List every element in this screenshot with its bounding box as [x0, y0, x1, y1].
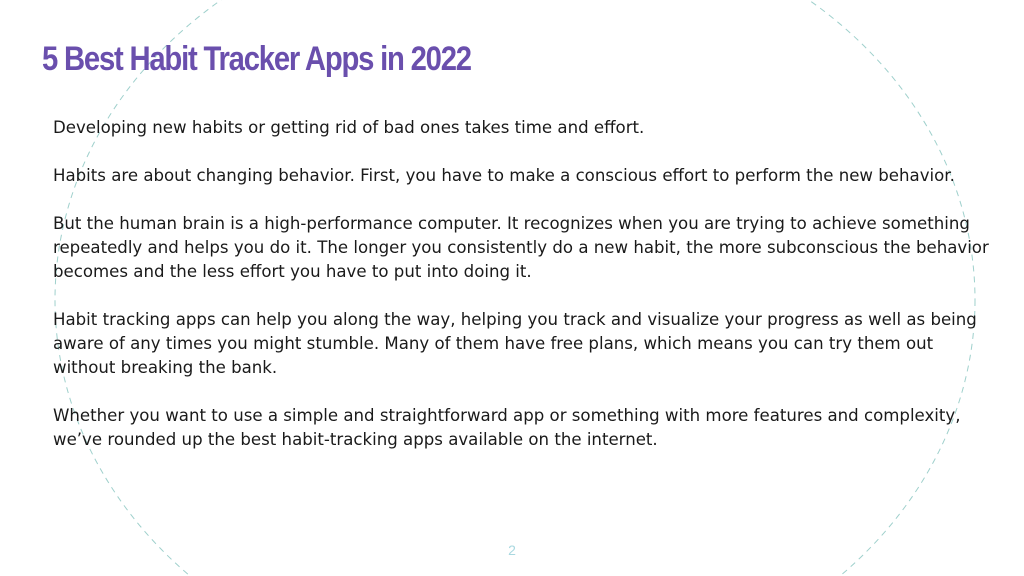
paragraph-tracking-apps: Habit tracking apps can help you along the way, helping you track and visualize your progress as well as being aware of any times you might stumble. Many of them have free plans, which means you can try them out without breaking the bank. — [53, 310, 977, 377]
paragraph-intro: Developing new habits or getting rid of bad ones takes time and effort. — [53, 118, 645, 137]
paragraph-behavior: Habits are about changing behavior. First, you have to make a conscious effort to perform the new behavior. — [53, 166, 955, 185]
paragraph-brain: But the human brain is a high-performance computer. It recognizes when you are trying to achieve something repeatedly and helps you do it. The longer you consistently do a new habit, the more subconscious the behavior becomes and the less effort you have to put into doing it. — [53, 214, 989, 281]
page-number: 2 — [508, 542, 516, 558]
paragraph-roundup: Whether you want to use a simple and straightforward app or something with more features and complexity, we’ve rounded up the best habit-tracking apps available on the internet. — [53, 406, 961, 449]
slide-body — [53, 116, 993, 476]
slide-title: 5 Best Habit Tracker Apps in 2022 — [42, 40, 471, 78]
